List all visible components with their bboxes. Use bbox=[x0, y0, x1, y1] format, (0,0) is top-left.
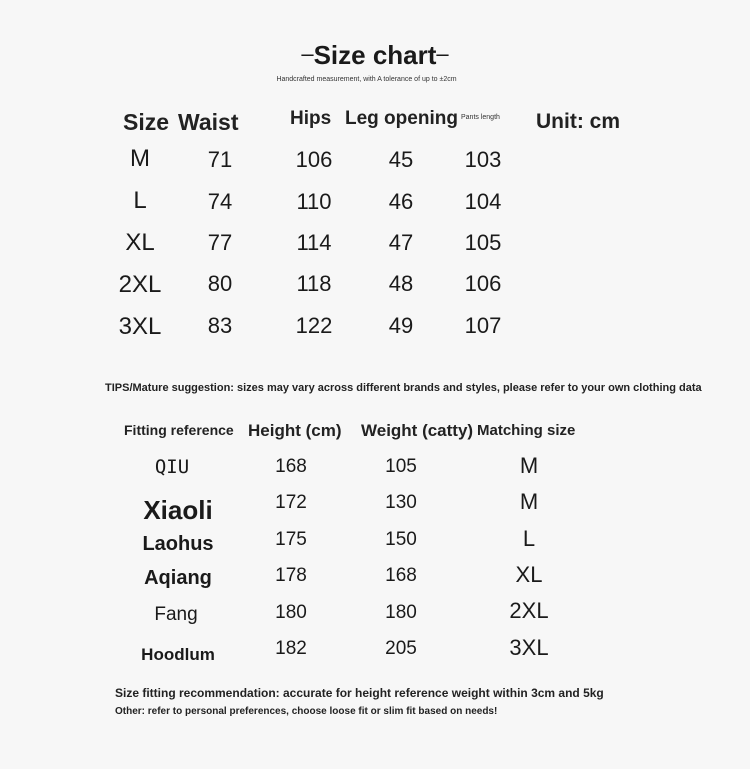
length-cell: 104 bbox=[464, 189, 502, 214]
height-cell: 182 bbox=[275, 638, 307, 659]
size-cell: M bbox=[130, 145, 150, 172]
leg-cell: 46 bbox=[388, 189, 414, 214]
page-subtitle: Handcrafted measurement, with A tolerance of up to ±2cm bbox=[276, 76, 457, 83]
height-cell: 178 bbox=[275, 565, 307, 586]
leg-cell: 49 bbox=[388, 313, 414, 338]
length-cell: 107 bbox=[464, 313, 502, 338]
hips-cell: 118 bbox=[296, 271, 332, 296]
other-note: Other: refer to personal preferences, choose loose fit or slim fit based on needs! bbox=[115, 706, 498, 717]
reference-name: QIU bbox=[154, 456, 190, 478]
header-fitting-reference: Fitting reference bbox=[124, 422, 234, 438]
height-cell: 175 bbox=[275, 529, 307, 550]
leg-cell: 47 bbox=[388, 230, 414, 255]
match-cell: L bbox=[522, 526, 536, 551]
page-title bbox=[0, 40, 750, 71]
waist-cell: 83 bbox=[207, 313, 233, 338]
weight-cell: 168 bbox=[385, 565, 417, 586]
hips-cell: 114 bbox=[296, 230, 332, 255]
size-cell: 3XL bbox=[118, 313, 162, 340]
leg-cell: 45 bbox=[388, 147, 414, 172]
header-waist: Waist bbox=[178, 109, 239, 135]
length-cell: 105 bbox=[464, 230, 502, 255]
length-cell: 103 bbox=[464, 147, 502, 172]
header-matching-size: Matching size bbox=[477, 422, 576, 439]
hips-cell: 110 bbox=[296, 189, 332, 214]
waist-cell: 80 bbox=[207, 271, 233, 296]
header-pants-length: Pants length bbox=[461, 114, 500, 121]
reference-name: Xiaoli bbox=[143, 495, 213, 525]
weight-cell: 105 bbox=[385, 456, 417, 477]
match-cell: 2XL bbox=[509, 598, 549, 623]
waist-cell: 71 bbox=[207, 147, 233, 172]
weight-cell: 150 bbox=[385, 529, 417, 550]
header-height: Height (cm) bbox=[248, 421, 342, 440]
weight-cell: 205 bbox=[385, 638, 417, 659]
weight-cell: 180 bbox=[385, 602, 417, 623]
header-size: Size bbox=[123, 109, 170, 135]
reference-name: Laohus bbox=[142, 533, 214, 555]
match-cell: XL bbox=[515, 562, 543, 587]
title-dash-right: – bbox=[436, 41, 449, 66]
header-weight: Weight (catty) bbox=[361, 421, 474, 440]
size-cell: 2XL bbox=[118, 271, 162, 298]
size-cell: XL bbox=[125, 229, 155, 256]
height-cell: 168 bbox=[275, 456, 307, 477]
size-cell: L bbox=[133, 187, 147, 214]
waist-cell: 77 bbox=[207, 230, 233, 255]
weight-cell: 130 bbox=[385, 492, 417, 513]
height-cell: 180 bbox=[275, 602, 307, 623]
match-cell: 3XL bbox=[509, 635, 549, 660]
length-cell: 106 bbox=[464, 271, 502, 296]
hips-cell: 122 bbox=[295, 313, 333, 338]
fitting-recommendation-note: Size fitting recommendation: accurate for height reference weight within 3cm and 5kg bbox=[115, 686, 604, 700]
title-dash-left: – bbox=[301, 41, 314, 66]
reference-name: Hoodlum bbox=[141, 645, 215, 664]
title-text: Size chart bbox=[313, 40, 437, 70]
reference-name: Aqiang bbox=[144, 567, 212, 589]
waist-cell: 74 bbox=[207, 189, 233, 214]
leg-cell: 48 bbox=[388, 271, 414, 296]
header-unit: Unit: cm bbox=[536, 110, 620, 133]
tips-text: TIPS/Mature suggestion: sizes may vary across different brands and styles, please refer to your own clothing data bbox=[105, 382, 702, 394]
match-cell: M bbox=[519, 453, 539, 478]
hips-cell: 106 bbox=[295, 147, 333, 172]
header-hips: Hips bbox=[290, 108, 332, 129]
reference-name: Fang bbox=[154, 604, 198, 625]
height-cell: 172 bbox=[275, 492, 307, 513]
match-cell: M bbox=[519, 489, 539, 514]
header-leg-opening: Leg opening bbox=[345, 108, 458, 129]
